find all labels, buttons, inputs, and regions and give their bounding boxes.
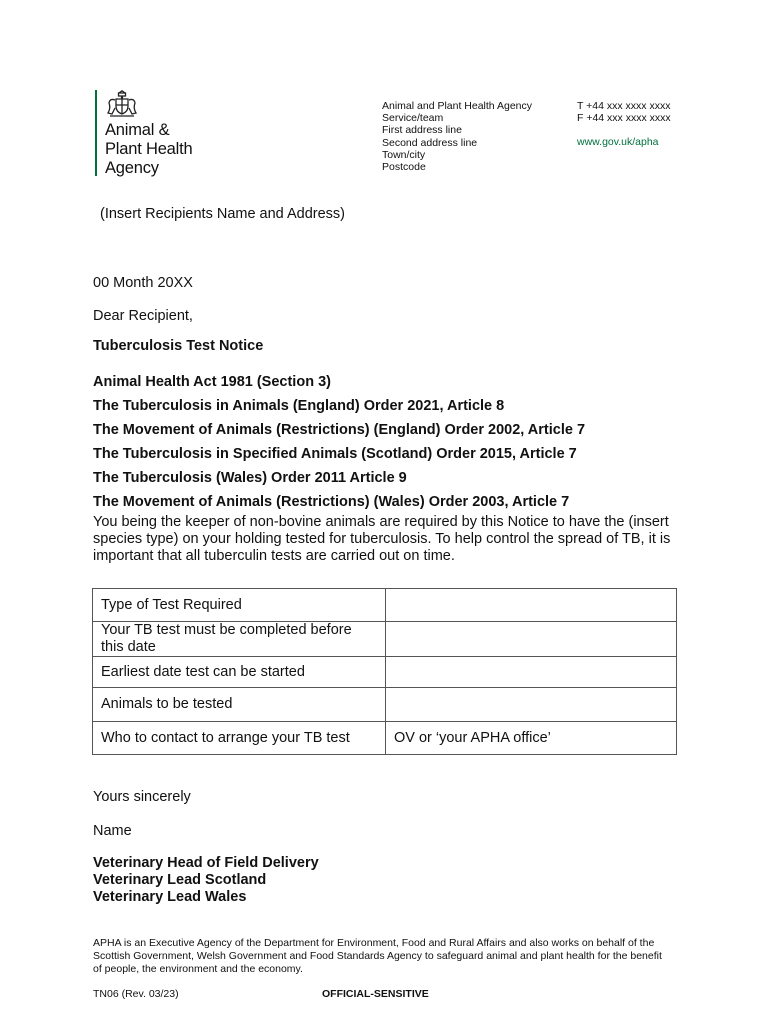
- form-reference: TN06 (Rev. 03/23): [93, 988, 179, 1000]
- test-details-table: [92, 588, 677, 755]
- legislation-item: The Tuberculosis in Animals (England) Order 2021, Article 8: [93, 398, 505, 414]
- legislation-item: The Movement of Animals (Restrictions) (Wales) Order 2003, Article 7: [93, 494, 570, 510]
- row-label: Animals to be tested: [93, 688, 386, 722]
- logo-bar: [95, 90, 97, 176]
- legislation-list: [93, 370, 585, 514]
- row-label: Type of Test Required: [93, 589, 386, 622]
- fax-number: F +44 xxx xxxx xxxx: [577, 112, 671, 125]
- row-label: Earliest date test can be started: [93, 657, 386, 688]
- table-row: [93, 622, 677, 657]
- logo-line: Agency: [105, 159, 159, 177]
- signatory-title: Veterinary Lead Wales: [93, 889, 247, 905]
- closing: Yours sincerely: [93, 789, 191, 805]
- table-row: [93, 722, 677, 755]
- address-line: Service/team: [382, 112, 444, 125]
- signatory-title: Veterinary Head of Field Delivery: [93, 855, 319, 871]
- phone-number: T +44 xxx xxxx xxxx: [577, 100, 671, 112]
- legislation-item: Animal Health Act 1981 (Section 3): [93, 374, 331, 390]
- row-label: Your TB test must be completed before this date: [93, 622, 386, 657]
- recipient-placeholder: (Insert Recipients Name and Address): [100, 206, 345, 222]
- contact-details: [577, 100, 671, 149]
- legislation-item: The Tuberculosis (Wales) Order 2011 Article 9: [93, 470, 407, 486]
- row-value: [386, 589, 677, 622]
- legislation-item: The Movement of Animals (Restrictions) (England) Order 2002, Article 7: [93, 422, 586, 438]
- address-line: Second address line: [382, 136, 478, 149]
- signatory-title: Veterinary Lead Scotland: [93, 872, 267, 888]
- website-link[interactable]: www.gov.uk/apha: [577, 136, 659, 149]
- sender-address: [382, 100, 532, 173]
- logo-line: Animal &: [105, 121, 170, 139]
- signatory-name: Name: [93, 823, 132, 839]
- row-label: Who to contact to arrange your TB test: [93, 722, 386, 755]
- agency-footer: APHA is an Executive Agency of the Department for Environment, Food and Rural Affairs and also works on behalf of the Scottish Government, Welsh Government and Food Standards Agency to safeguard animal and plant health for the benefit of people, the environment and the economy.: [93, 937, 662, 975]
- row-value: [386, 657, 677, 688]
- table-row: [93, 657, 677, 688]
- legislation-item: The Tuberculosis in Specified Animals (Scotland) Order 2015, Article 7: [93, 446, 577, 462]
- salutation: Dear Recipient,: [93, 308, 193, 324]
- address-line: First address line: [382, 124, 462, 137]
- logo-line: Plant Health: [105, 140, 193, 158]
- address-line: Town/city: [382, 148, 426, 161]
- agency-logo-text: [105, 121, 193, 178]
- security-classification: OFFICIAL-SENSITIVE: [322, 988, 429, 1000]
- signatory-titles: [93, 855, 319, 906]
- table-row: [93, 589, 677, 622]
- address-line: Animal and Plant Health Agency: [382, 100, 533, 112]
- letter-subject: Tuberculosis Test Notice: [93, 338, 264, 354]
- notice-body: You being the keeper of non-bovine animals are required by this Notice to have the (insert species type) on your holding tested for tuberculosis. To help control the spread of TB, it is important that all tuberculin tests are carried out on time.: [93, 514, 671, 564]
- table-row: [93, 688, 677, 722]
- row-value: OV or ‘your APHA office’: [386, 722, 677, 755]
- row-value: [386, 688, 677, 722]
- letter-date: 00 Month 20XX: [93, 275, 193, 291]
- address-line: Postcode: [382, 161, 426, 174]
- royal-crest-icon: [106, 90, 138, 118]
- row-value: [386, 622, 677, 657]
